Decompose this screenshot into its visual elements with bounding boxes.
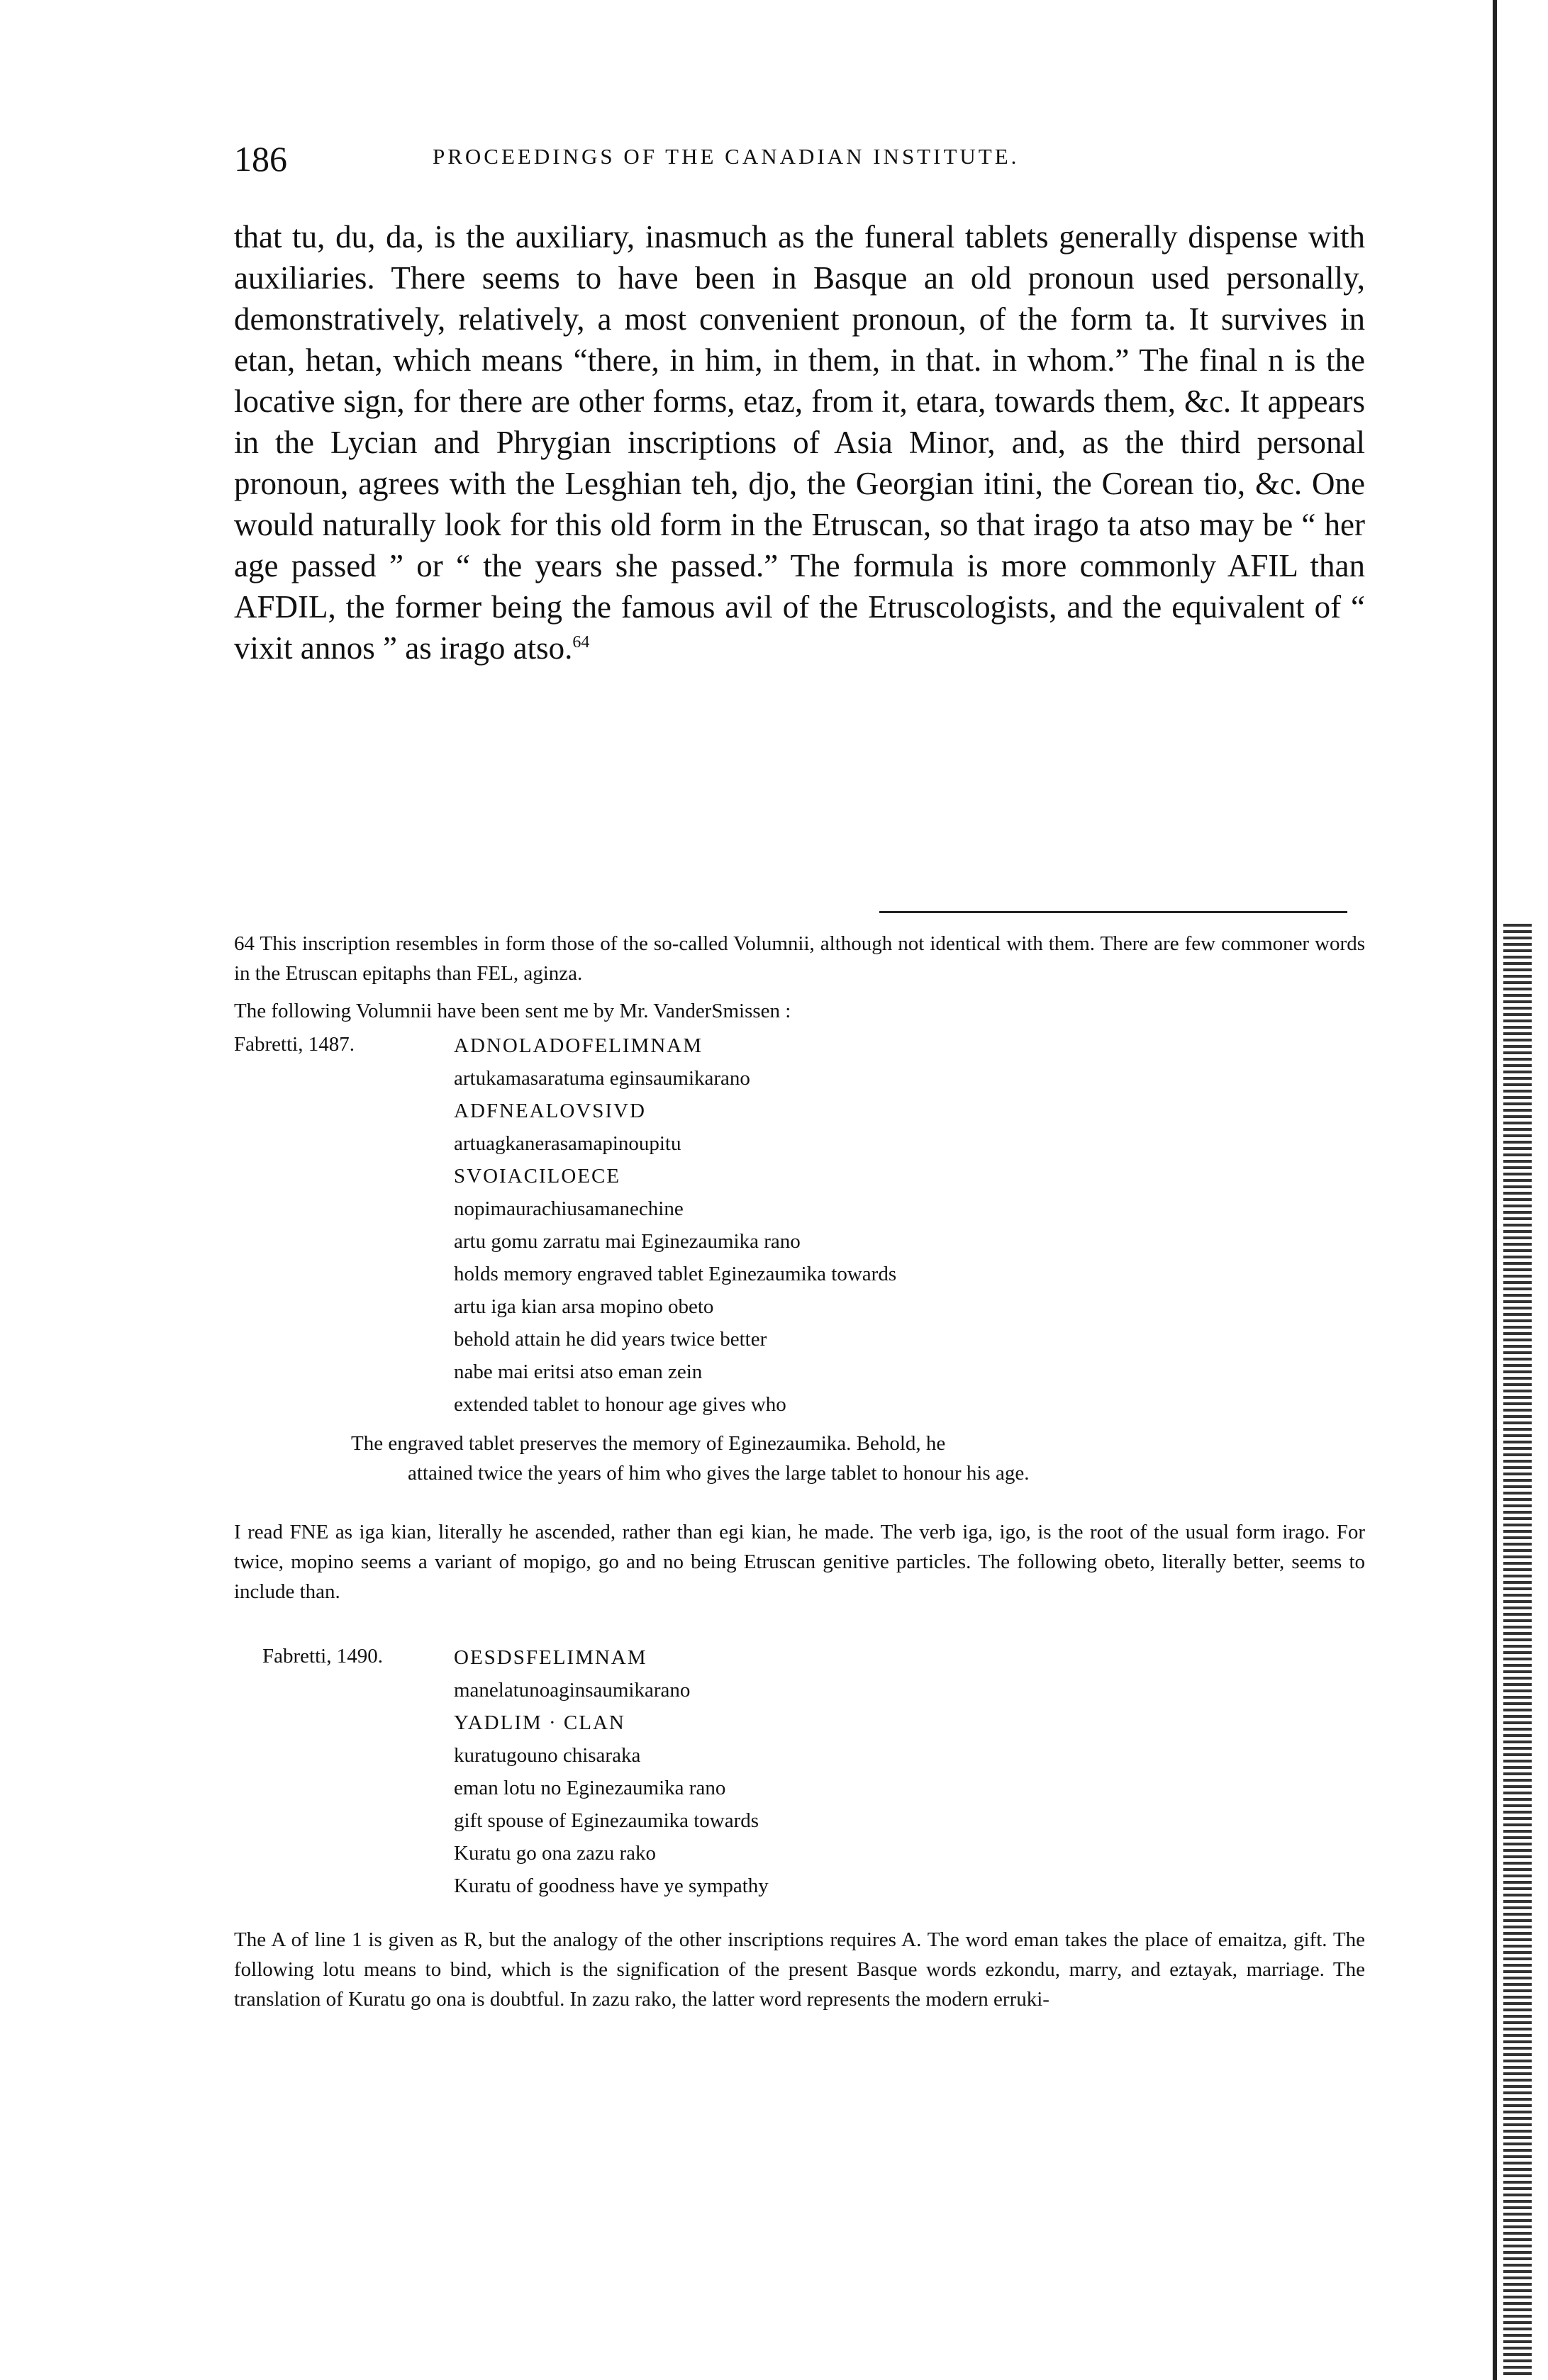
commentary-note-2: The A of line 1 is given as R, but the analogy of the other inscriptions requires A. The word eman takes the place of emaitza, gift. The following lotu means to bind, which is the signification of the present Basque words ezkondu, marry, and eztayak, marriage. The translation of Kuratu go ona is doubtful. In zazu rako, the latter word represents the modern erruki- [234,1928,1365,2011]
footnote-marker: 64 [572,633,590,652]
inscription2-line: eman lotu no Eginezaumika rano [454,1777,726,1799]
inscription1-lines [454,1029,896,1421]
inscription1-line: artu iga kian arsa mopino obeto [454,1295,714,1318]
inscription1-line: extended tablet to honour age gives who [454,1393,786,1416]
footnote-text: 64 This inscription resembles in form those of the so-called Volumnii, although not identical with them. There are few commoner words in the Etruscan epitaphs than FEL, aginza. [234,932,1365,985]
inscription1-source: Fabretti, 1487. [234,1033,355,1056]
commentary-note-1: I read FNE as iga kian, literally he ascended, rather than egi kian, he made. The verb iga, igo, is the root of the usual form irago. For twice, mopino seems a variant of mopigo, go and no being Etruscan genitive particles. The following obeto, literally better, seems to include than. [234,1521,1365,1603]
inscription2-lines [454,1641,769,1902]
scan-edge-noise [1503,922,1532,2375]
inscription2-line: OESDSFELIMNAM [454,1646,647,1669]
inscription1-line: ADFNEALOVSIVD [454,1100,646,1122]
running-head: PROCEEDINGS OF THE CANADIAN INSTITUTE. [433,144,1020,169]
page-number: 186 [234,139,287,179]
inscription2-line: YADLIM · CLAN [454,1711,625,1734]
footnote-intro: The following Volumnii have been sent me by Mr. VanderSmissen : [234,1000,791,1022]
inscription1-line: holds memory engraved tablet Eginezaumika towards [454,1263,897,1285]
scan-edge-line [1493,0,1497,2380]
body-text [234,216,1365,669]
inscription2-source: Fabretti, 1490. [262,1645,383,1667]
inscription1-line: ADNOLADOFELIMNAM [454,1034,703,1057]
inscription1-line: nopimaurachiusamanechine [454,1197,684,1220]
inscription1-translation [351,1429,1244,1488]
inscription2-line: manelatunoaginsaumikarano [454,1679,691,1702]
inscription1-line: SVOIACILOECE [454,1165,621,1188]
inscription1-line: artuagkanerasamapinoupitu [454,1132,681,1155]
inscription2-line: Kuratu go ona zazu rako [454,1842,657,1865]
inscription2-line: Kuratu of goodness have ye sympathy [454,1875,769,1897]
footnote-rule [879,911,1347,913]
translation-first-line: The engraved tablet preserves the memory of Eginezaumika. Behold, he [351,1432,946,1455]
translation-continuation: attained twice the years of him who gives the large tablet to honour his age. [408,1462,1030,1485]
body-paragraph [234,216,1365,669]
inscription2-line: kuratugouno chisaraka [454,1744,641,1767]
body-paragraph-text: that tu, du, da, is the auxiliary, inasmuch as the funeral tablets generally dispense with auxiliaries. There seems to have been in Basque an old pronoun used personally, demonstratively, relatively, a most convenient pronoun, of the form ta. It survives in etan, hetan, which means “there, in him, in them, in that. in whom.” The final n is the locative sign, for there are other forms, etaz, from it, etara, towards them, &c. It appears in the Lycian and Phrygian inscriptions of Asia Minor, and, as the third personal pronoun, agrees with the Lesghian teh, djo, the Georgian itini, the Corean tio, &c. One would naturally look for this old form in the Etruscan, so that irago ta atso may be “ her age passed ” or “ the years she passed.” The formula is more commonly AFIL than AFDIL, the former being the famous avil of the Etruscologists, and the equivalent of “ vixit annos ” as irago atso. [234,219,1365,666]
inscription1-line: artukamasaratuma eginsaumikarano [454,1067,750,1090]
inscription1-line: artu gomu zarratu mai Eginezaumika rano [454,1230,801,1253]
inscription1-line: nabe mai eritsi atso eman zein [454,1361,703,1383]
page-header [234,138,1365,181]
inscription2-line: gift spouse of Eginezaumika towards [454,1809,759,1832]
inscription1-line: behold attain he did years twice better [454,1328,767,1351]
